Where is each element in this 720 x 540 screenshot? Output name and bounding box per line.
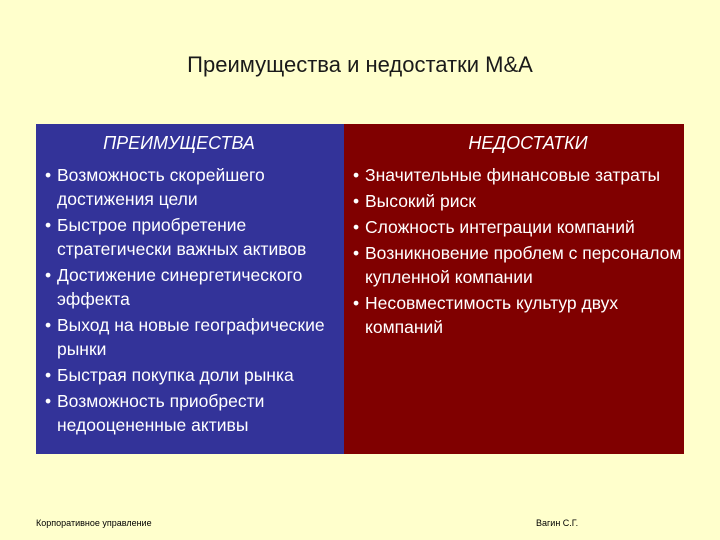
list-item (40, 263, 344, 311)
bullet-icon: • (353, 293, 360, 313)
bullet-icon: • (45, 165, 52, 185)
advantages-header: ПРЕИМУЩЕСТВА (103, 133, 255, 153)
list-item-text: Возможность приобрести недооцененные активы (57, 391, 265, 435)
disadvantages-list (344, 163, 684, 339)
list-item-text: Значительные финансовые затраты (365, 165, 661, 185)
list-item (40, 163, 344, 211)
footer-author: Вагин С.Г. (536, 518, 579, 528)
footer-course: Корпоративное управление (36, 518, 152, 528)
list-item-text: Быстрая покупка доли рынка (57, 365, 294, 385)
list-item (348, 215, 684, 239)
bullet-icon: • (45, 215, 52, 235)
slide-title: Преимущества и недостатки M&A (187, 52, 533, 77)
list-item-text: Высокий риск (365, 191, 476, 211)
bullet-icon: • (45, 391, 52, 411)
bullet-icon: • (45, 365, 52, 385)
list-item (348, 163, 684, 187)
advantages-list (36, 163, 344, 437)
list-item (348, 189, 684, 213)
list-item (348, 291, 684, 339)
bullet-icon: • (353, 191, 360, 211)
bullet-icon: • (45, 315, 52, 335)
list-item-text: Выход на новые географические рынки (57, 315, 325, 359)
bullet-icon: • (353, 165, 360, 185)
bullet-icon: • (45, 265, 52, 285)
list-item-text: Несовместимость культур двух компаний (365, 293, 619, 337)
list-item (40, 363, 344, 387)
list-item (348, 241, 684, 289)
list-item-text: Сложность интеграции компаний (365, 217, 635, 237)
list-item-text: Достижение синергетического эффекта (57, 265, 303, 309)
list-item-text: Быстрое приобретение стратегически важных активов (57, 215, 307, 259)
disadvantages-panel (344, 124, 684, 454)
advantages-panel (36, 124, 344, 454)
list-item-text: Возникновение проблем с персоналом купленной компании (365, 243, 682, 287)
disadvantages-header: НЕДОСТАТКИ (468, 133, 588, 153)
list-item (40, 313, 344, 361)
list-item (40, 389, 344, 437)
bullet-icon: • (353, 217, 360, 237)
list-item (40, 213, 344, 261)
bullet-icon: • (353, 243, 360, 263)
list-item-text: Возможность скорейшего достижения цели (57, 165, 265, 209)
